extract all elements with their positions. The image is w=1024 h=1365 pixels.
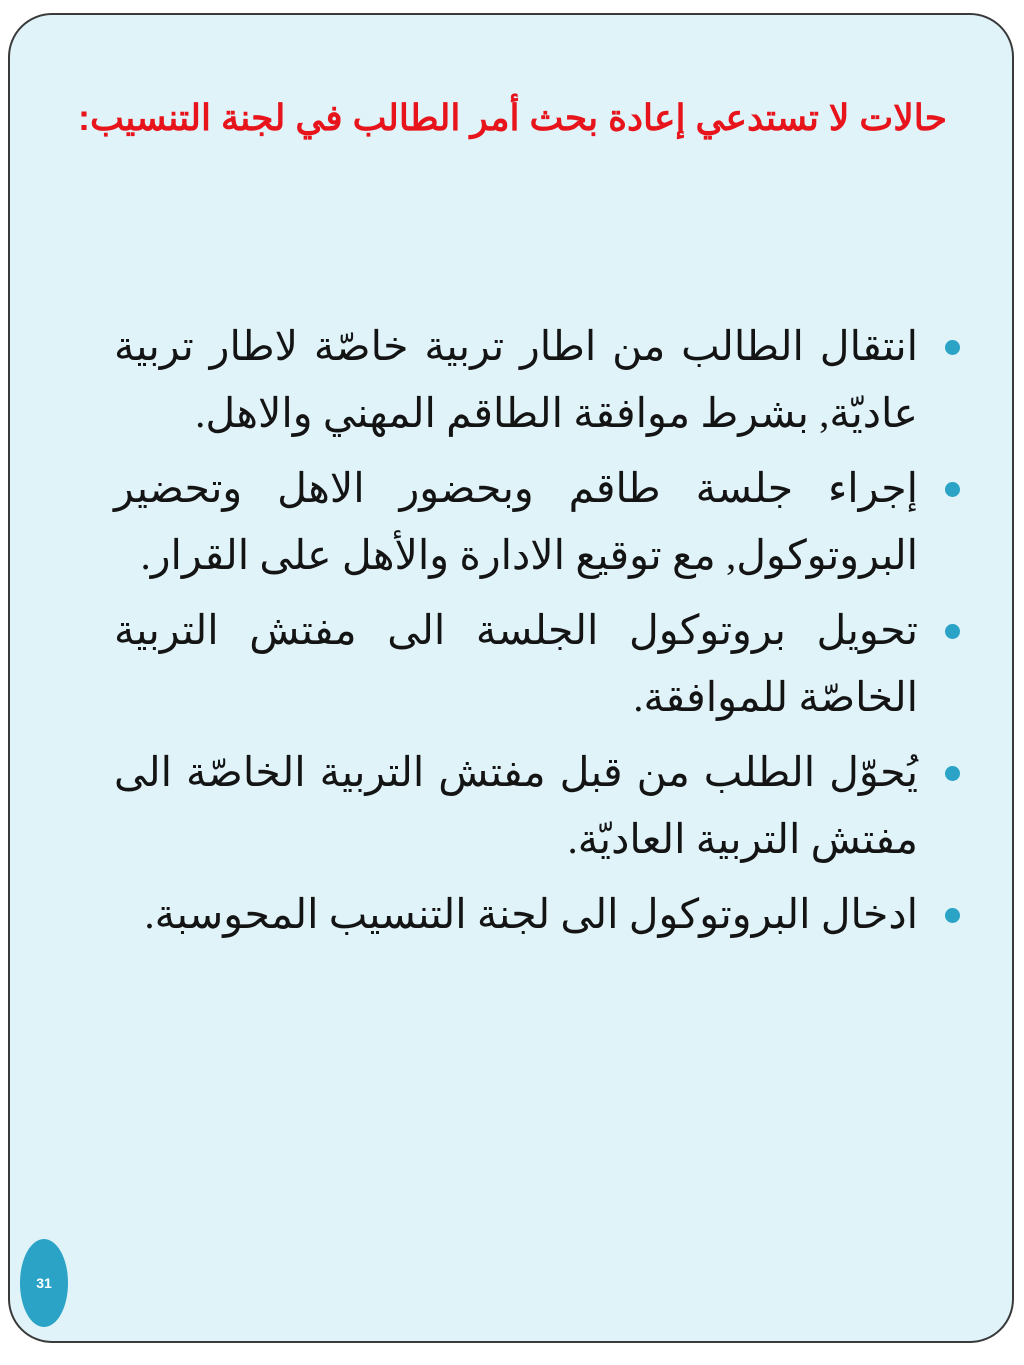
bullet-dot-icon	[945, 908, 960, 923]
bullet-dot-icon	[945, 766, 960, 781]
bullet-list	[114, 313, 966, 956]
list-item	[114, 739, 966, 873]
bullet-text: ادخال البروتوكول الى لجنة التنسيب المحوسبة.	[144, 891, 918, 937]
slide	[8, 13, 1014, 1343]
bullet-text: إجراء جلسة طاقم وبحضور الاهل وتحضير البروتوكول, مع توقيع الادارة والأهل على القرار.	[114, 465, 918, 578]
list-item	[114, 881, 966, 948]
slide-title: حالات لا تستدعي إعادة بحث أمر الطالب في لجنة التنسيب:	[77, 97, 948, 138]
bullet-text: تحويل بروتوكول الجلسة الى مفتش التربية الخاصّة للموافقة.	[114, 607, 918, 720]
bullet-text: انتقال الطالب من اطار تربية خاصّة لاطار تربية عاديّة, بشرط موافقة الطاقم المهني والاهل.	[114, 323, 918, 436]
bullet-dot-icon	[945, 624, 960, 639]
bullet-dot-icon	[945, 482, 960, 497]
page-number: 31	[36, 1275, 52, 1291]
bullet-dot-icon	[945, 340, 960, 355]
list-item	[114, 455, 966, 589]
bullet-text: يُحوّل الطلب من قبل مفتش التربية الخاصّة الى مفتش التربية العاديّة.	[114, 749, 918, 862]
list-item	[114, 597, 966, 731]
page-number-badge	[20, 1239, 68, 1327]
list-item	[114, 313, 966, 447]
